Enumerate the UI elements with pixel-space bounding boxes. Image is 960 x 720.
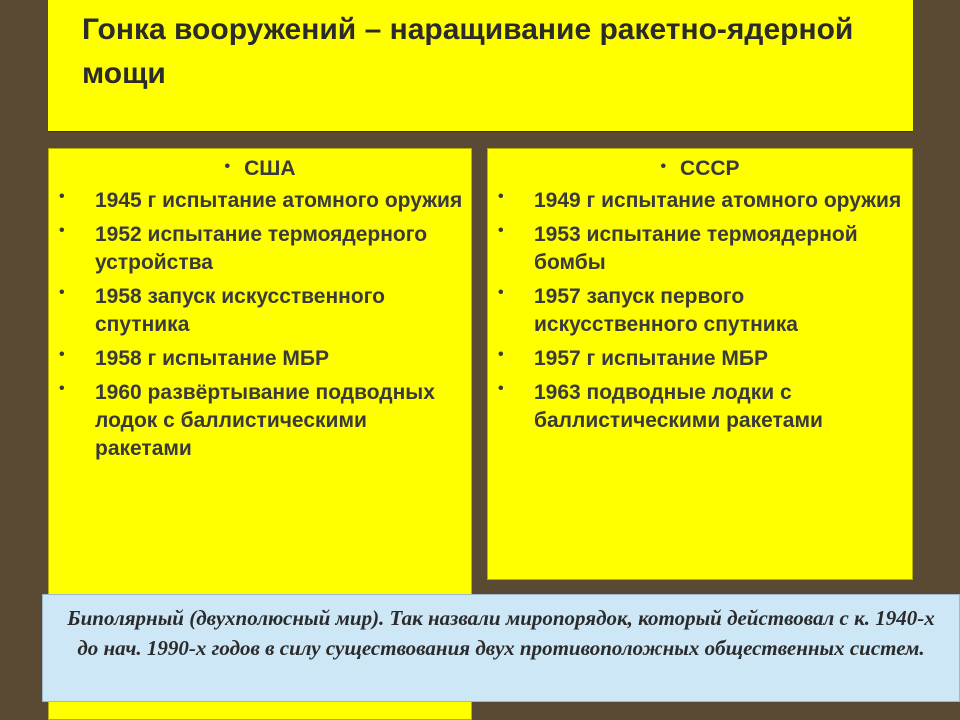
- ussr-event-text: 1957 запуск первого искусственного спутника: [534, 285, 798, 336]
- usa-event-text: 1952 испытание термоядерного устройства: [95, 223, 428, 274]
- ussr-event-text: 1953 испытание термоядерной бомбы: [534, 223, 858, 274]
- list-item: [488, 283, 912, 339]
- usa-heading: США: [244, 157, 296, 180]
- list-item: [488, 221, 912, 277]
- ussr-event-text: 1963 подводные лодки с баллистическими ракетами: [534, 381, 823, 432]
- list-item: [49, 187, 471, 215]
- usa-event-list: [49, 187, 471, 463]
- list-item: [49, 221, 471, 277]
- definition-note: [42, 594, 960, 702]
- list-item: [488, 379, 912, 435]
- ussr-event-list: [488, 187, 912, 435]
- bullet-icon: •: [59, 380, 65, 397]
- ussr-heading-row: [488, 149, 912, 181]
- bullet-icon: •: [498, 380, 504, 397]
- bullet-icon: •: [59, 346, 65, 363]
- list-item: [49, 345, 471, 373]
- ussr-event-text: 1957 г испытание МБР: [534, 347, 769, 370]
- usa-heading-row: [49, 149, 471, 181]
- bullet-icon: •: [498, 284, 504, 301]
- bullet-icon: •: [59, 222, 65, 239]
- usa-event-text: 1945 г испытание атомного оружия: [95, 189, 463, 212]
- ussr-panel: [487, 148, 913, 580]
- ussr-event-text: 1949 г испытание атомного оружия: [534, 189, 902, 212]
- bullet-icon: •: [59, 188, 65, 205]
- ussr-heading: СССР: [680, 157, 740, 180]
- bullet-icon: •: [224, 158, 231, 175]
- usa-event-text: 1958 запуск искусственного спутника: [95, 285, 385, 336]
- list-item: [488, 345, 912, 373]
- usa-event-text: 1960 развёртывание подводных лодок с баллистическими ракетами: [95, 381, 435, 460]
- bullet-icon: •: [660, 158, 667, 175]
- bullet-icon: •: [498, 346, 504, 363]
- bullet-icon: •: [59, 284, 65, 301]
- slide-title: Гонка вооружений – наращивание ракетно-ядерной мощи: [82, 13, 854, 90]
- title-box: [48, 0, 913, 132]
- note-text: Биполярный (двухполюсный мир). Так назвали миропорядок, который действовал с к. 1940-х до нач. 1990-х годов в силу существования двух противоположных общественных систем.: [67, 606, 935, 660]
- bullet-icon: •: [498, 222, 504, 239]
- usa-event-text: 1958 г испытание МБР: [95, 347, 330, 370]
- list-item: [49, 379, 471, 463]
- bullet-icon: •: [498, 188, 504, 205]
- list-item: [49, 283, 471, 339]
- list-item: [488, 187, 912, 215]
